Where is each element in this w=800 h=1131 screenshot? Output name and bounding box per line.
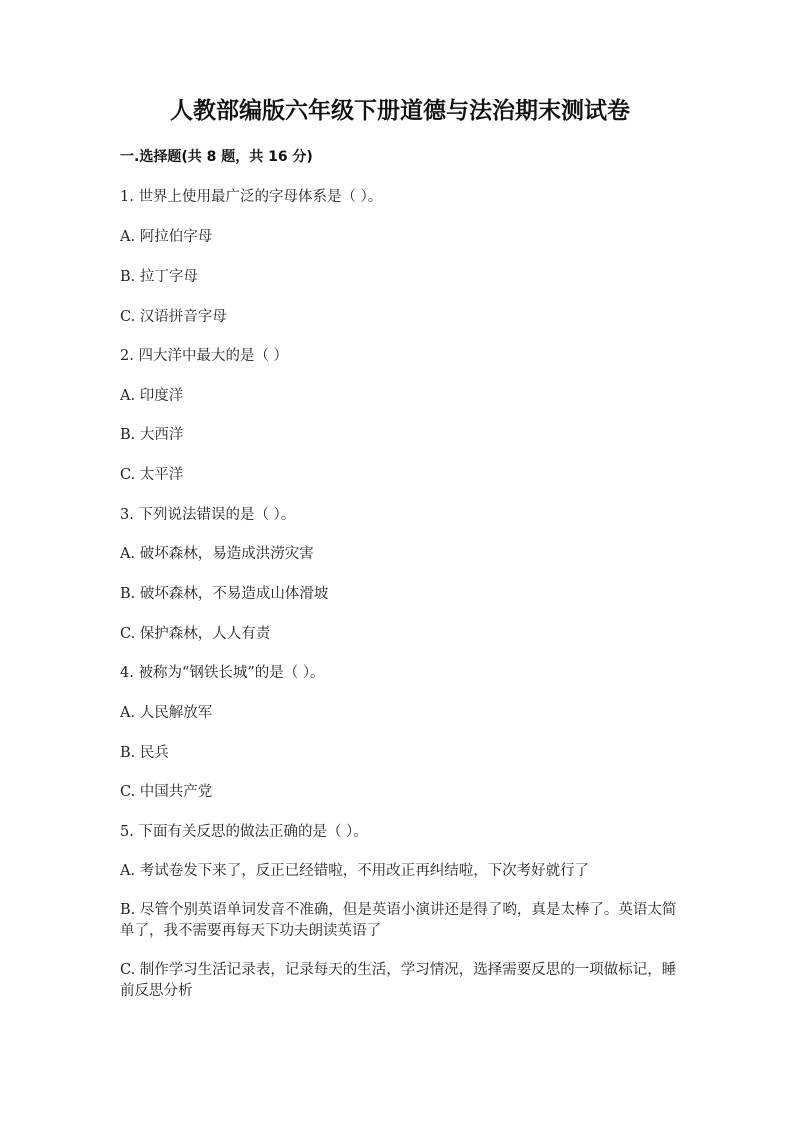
answer-option: B. 尽管个别英语单词发音不准确，但是英语小演讲还是得了哟，真是太棒了。英语太简单了，我不需要再每天下功夫朗读英语了: [120, 902, 677, 939]
answer-option: A. 阿拉伯字母: [120, 229, 213, 245]
answer-option: C. 汉语拼音字母: [120, 309, 227, 325]
question-stem: 3. 下列说法错误的是（ ）。: [120, 507, 296, 523]
answer-option: A. 考试卷发下来了，反正已经错啦，不用改正再纠结啦，下次考好就行了: [120, 863, 590, 879]
answer-option: C. 太平洋: [120, 467, 184, 483]
question-stem: 4. 被称为“钢铁长城”的是（ ）。: [120, 665, 325, 681]
answer-option: B. 破坏森林，不易造成山体滑坡: [120, 586, 329, 602]
answer-option: C. 保护森林，人人有责: [120, 626, 271, 642]
answer-option: C. 中国共产党: [120, 784, 213, 800]
answer-option: A. 破坏森林，易造成洪涝灾害: [120, 546, 314, 562]
question-stem: 2. 四大洋中最大的是（ ）: [120, 348, 289, 364]
answer-option: C. 制作学习生活记录表，记录每天的生活，学习情况，选择需要反思的一项做标记，睡前反思分析: [120, 962, 677, 999]
exam-title: 人教部编版六年级下册道德与法治期末测试卷: [170, 98, 630, 124]
question-stem: 1. 世界上使用最广泛的字母体系是（ ）。: [120, 189, 383, 205]
answer-option: B. 大西洋: [120, 427, 184, 443]
answer-option: A. 人民解放军: [120, 705, 213, 721]
answer-option: B. 拉丁字母: [120, 269, 198, 285]
answer-option: B. 民兵: [120, 745, 169, 761]
section-heading: 一.选择题(共 8 题，共 16 分): [120, 149, 313, 165]
answer-option: A. 印度洋: [120, 388, 184, 404]
question-stem: 5. 下面有关反思的做法正确的是（ ）。: [120, 824, 368, 840]
